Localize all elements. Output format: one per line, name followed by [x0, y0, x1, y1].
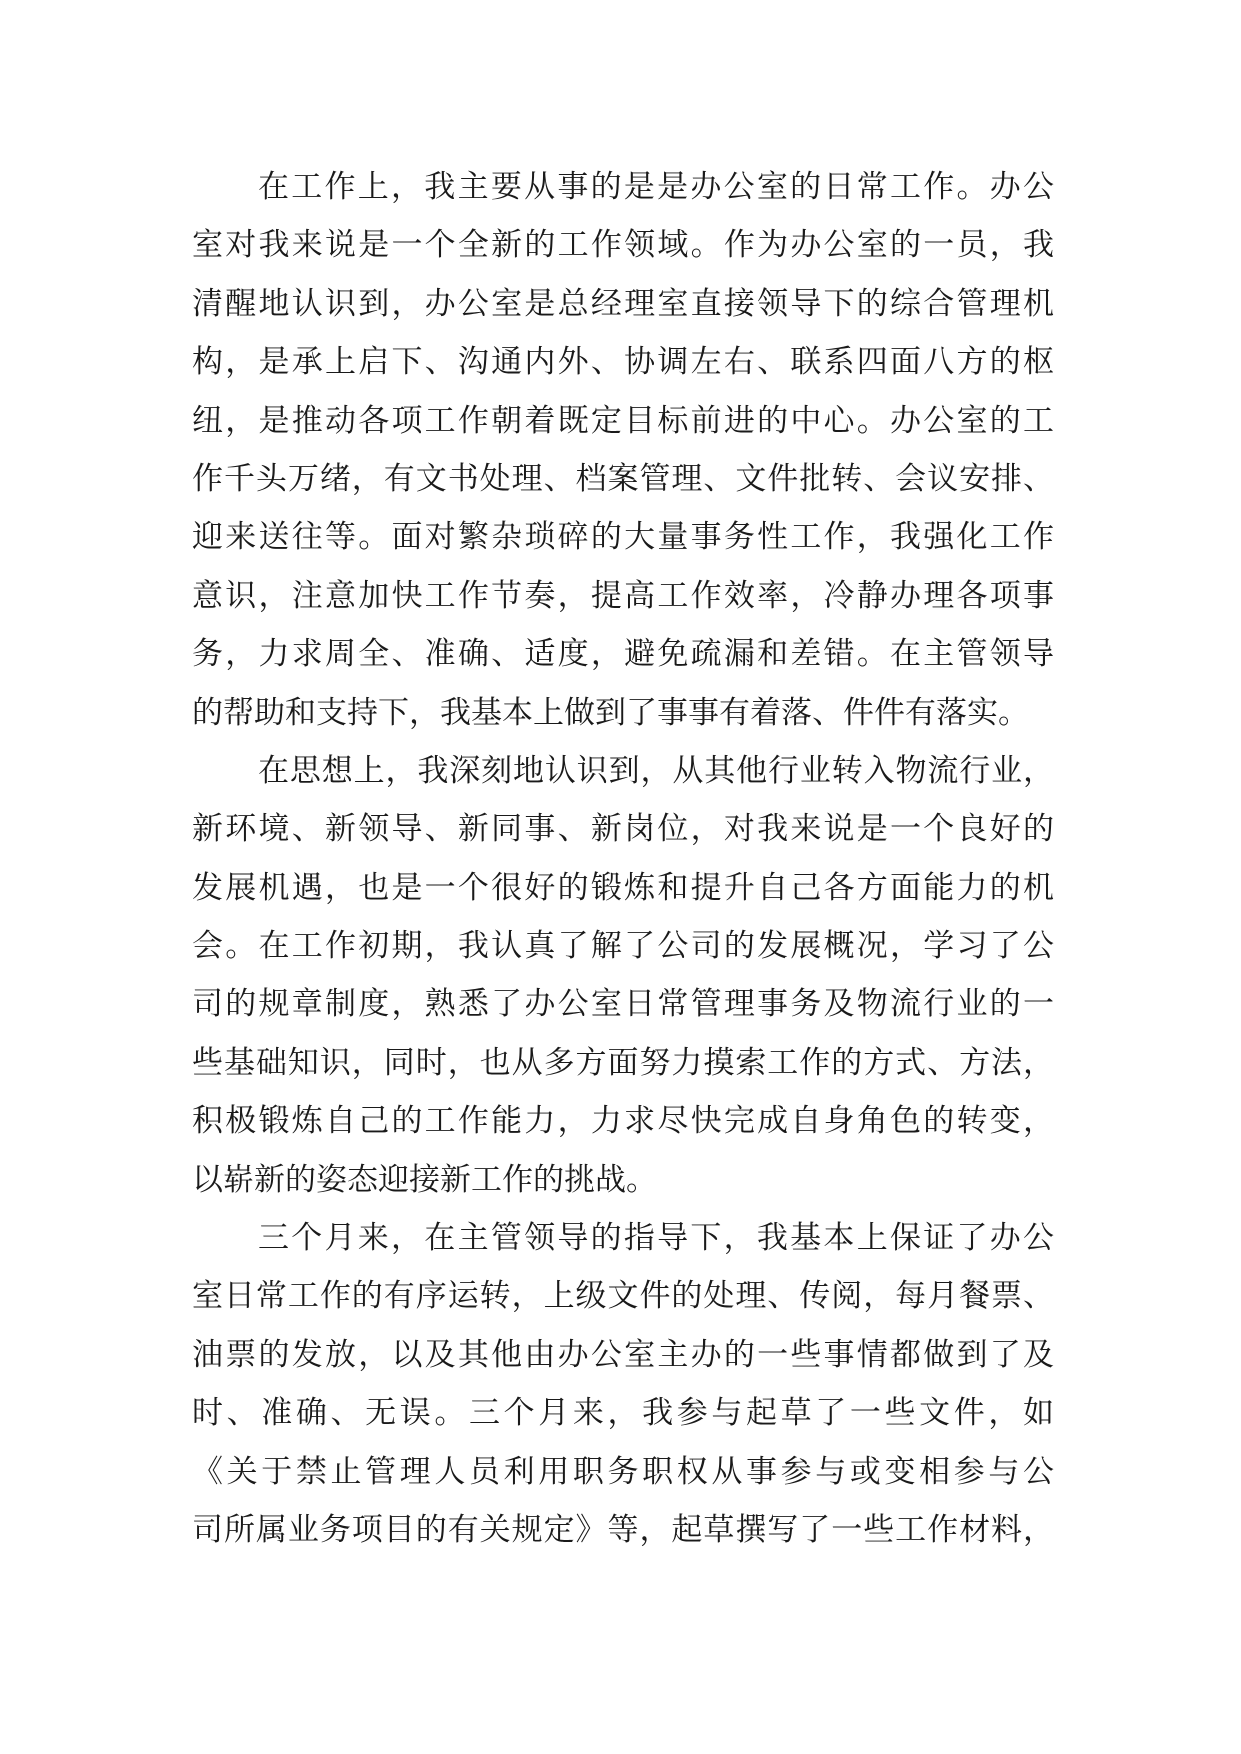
text-line: 会。在工作初期，我认真了解了公司的发展概况，学习了公 — [192, 928, 1054, 965]
paragraph-work — [192, 158, 1054, 742]
text-line: 以崭新的姿态迎接新工作的挑战。 — [192, 1161, 657, 1198]
text-line: 三个月来，在主管领导的指导下，我基本上保证了办公 — [258, 1220, 1054, 1257]
text-line: 迎来送往等。面对繁杂琐碎的大量事务性工作，我强化工作 — [192, 519, 1054, 556]
text-line: 司的规章制度，熟悉了办公室日常管理事务及物流行业的一 — [192, 986, 1054, 1023]
text-line: 的帮助和支持下，我基本上做到了事事有着落、件件有落实。 — [192, 694, 1029, 731]
text-line: 作千头万绪，有文书处理、档案管理、文件批转、会议安排、 — [192, 460, 1054, 497]
text-line: 发展机遇，也是一个很好的锻炼和提升自己各方面能力的机 — [192, 869, 1054, 906]
text-line: 司所属业务项目的有关规定》等，起草撰写了一些工作材料， — [192, 1511, 1054, 1548]
text-line: 新环境、新领导、新同事、新岗位，对我来说是一个良好的 — [192, 811, 1054, 848]
text-line: 积极锻炼自己的工作能力，力求尽快完成自身角色的转变， — [192, 1103, 1054, 1140]
text-line: 室对我来说是一个全新的工作领域。作为办公室的一员，我 — [192, 227, 1054, 264]
text-line: 清醒地认识到，办公室是总经理室直接领导下的综合管理机 — [192, 285, 1054, 322]
text-line: 纽，是推动各项工作朝着既定目标前进的中心。办公室的工 — [192, 402, 1054, 439]
text-line: 些基础知识，同时，也从多方面努力摸索工作的方式、方法， — [192, 1044, 1054, 1081]
text-line: 在工作上，我主要从事的是是办公室的日常工作。办公 — [258, 169, 1054, 205]
text-line: 构，是承上启下、沟通内外、协调左右、联系四面八方的枢 — [192, 344, 1054, 381]
text-line: 《关于禁止管理人员利用职务职权从事参与或变相参与公 — [192, 1453, 1054, 1490]
text-line: 在思想上，我深刻地认识到，从其他行业转入物流行业， — [258, 752, 1054, 789]
text-line: 时、准确、无误。三个月来，我参与起草了一些文件，如 — [192, 1395, 1054, 1432]
document-body — [192, 158, 1054, 1559]
text-line: 务，力求周全、准确、适度，避免疏漏和差错。在主管领导 — [192, 636, 1054, 673]
paragraph-thinking — [192, 742, 1054, 1209]
paragraph-three-months — [192, 1209, 1054, 1559]
text-line: 室日常工作的有序运转，上级文件的处理、传阅，每月餐票、 — [192, 1278, 1054, 1315]
text-line: 意识，注意加快工作节奏，提高工作效率，冷静办理各项事 — [192, 577, 1054, 614]
text-line: 油票的发放，以及其他由办公室主办的一些事情都做到了及 — [192, 1336, 1054, 1373]
